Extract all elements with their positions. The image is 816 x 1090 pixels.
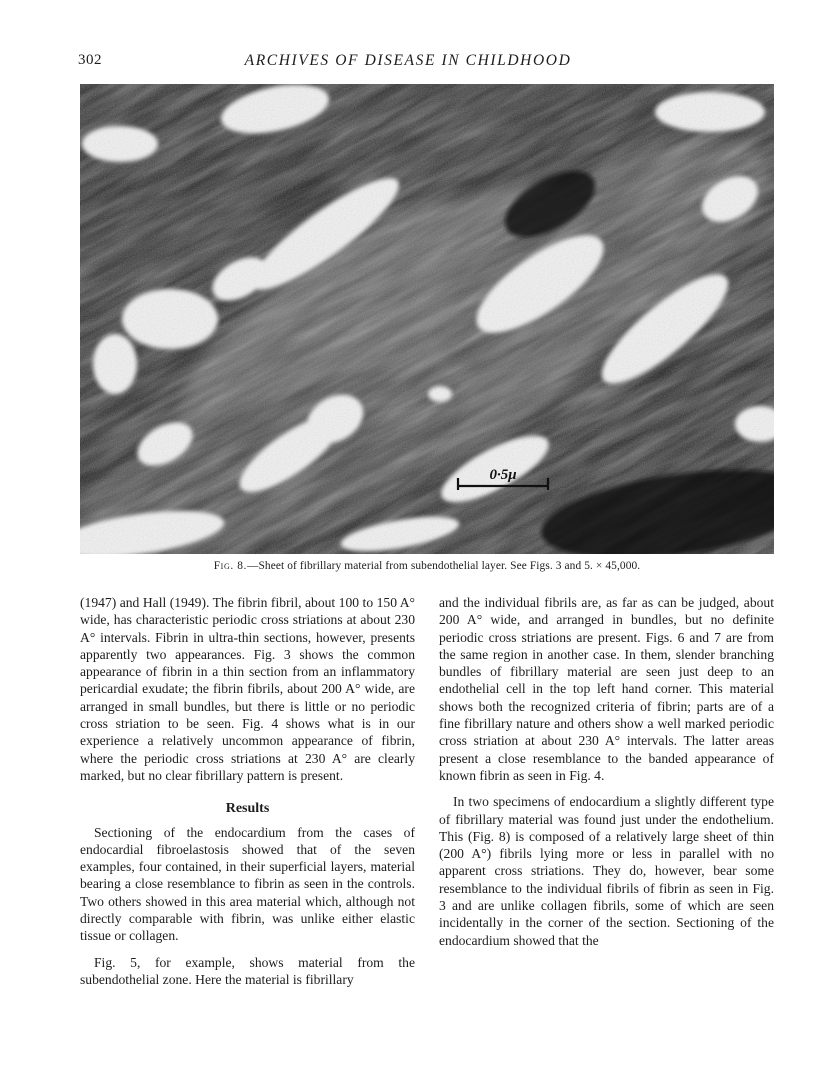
scale-bar-label: 0·5μ [489,467,517,483]
right-paragraph-2: In two specimens of endocardium a slightly different type of fibrillary material was found just under the endothelium. This (Fig. 8) is composed of a relatively large sheet of thin (200 A°) fibrils lying more or less in parallel with no apparent cross striations. They do, however, bear some resemblance to the individual fibrils of fibrin as seen in Fig. 3 and are unlike collagen fibrils, some of which are seen incidentally in the corner of the section. Sectioning of the endocardium showed that the [439,794,774,948]
right-paragraph-1: and the individual fibrils are, as far as can be judged, about 200 A° wide, and arranged in bundles, but no definite periodic cross striations are present. Figs. 6 and 7 are from the same region in another case. In them, slender branching bundles of fibrillary material are seen just deep to an endothelial cell in the top left hand corner. This material shows both the recognized criteria of fibrin; parts are of a fine fibrillary nature and others show a well marked periodic cross striation at about 230 A° intervals. The latter areas present a close resemblance to the banded appearance of known fibrin as seen in Fig. 4. [439,595,774,783]
caption-label: Fig. 8. [213,560,247,572]
section-heading-results: Results [225,801,270,817]
left-paragraph-2: Sectioning of the endocardium from the cases of endocardial fibroelastosis showed that of the seven examples, four contained, in their superficial layers, material bearing a close resemblance to fibrin as seen in the controls. Two others showed in this area material which, although not directly comparable with fibrin, was unlike either elastic tissue or collagen. [80,824,415,944]
running-head: ARCHIVES OF DISEASE IN CHILDHOOD [244,52,572,69]
left-paragraph-3: Fig. 5, for example, shows material from the subendothelial zone. Here the material is fibrillary [80,954,415,987]
right-column [439,594,774,949]
left-paragraph-1: (1947) and Hall (1949). The fibrin fibril, about 100 to 150 A° wide, has characteristic periodic cross striations at about 230 A° intervals. Fibrin in ultra-thin sections, however, presents apparently two appearances. Fig. 3 shows the common appearance of fibrin in a thin section from an inflammatory pericardial exudate; the fibrin fibrils, about 200 A° wide, are arranged in small bundles, but there is little or no periodic cross striation to be seen. Fig. 4 shows what is in our experience a relatively uncommon appearance of fibrin, where the periodic cross striations at 230 A° are clearly marked, but no clear fibrillary pattern is present. [80,595,415,783]
electron-micrograph-figure [80,84,774,554]
left-column [80,594,415,988]
micrograph-image [80,84,774,554]
figure-caption [80,560,774,572]
caption-text: —Sheet of fibrillary material from subendothelial layer. See Figs. 3 and 5. × 45,000. [246,560,641,572]
page-number: 302 [78,52,102,68]
